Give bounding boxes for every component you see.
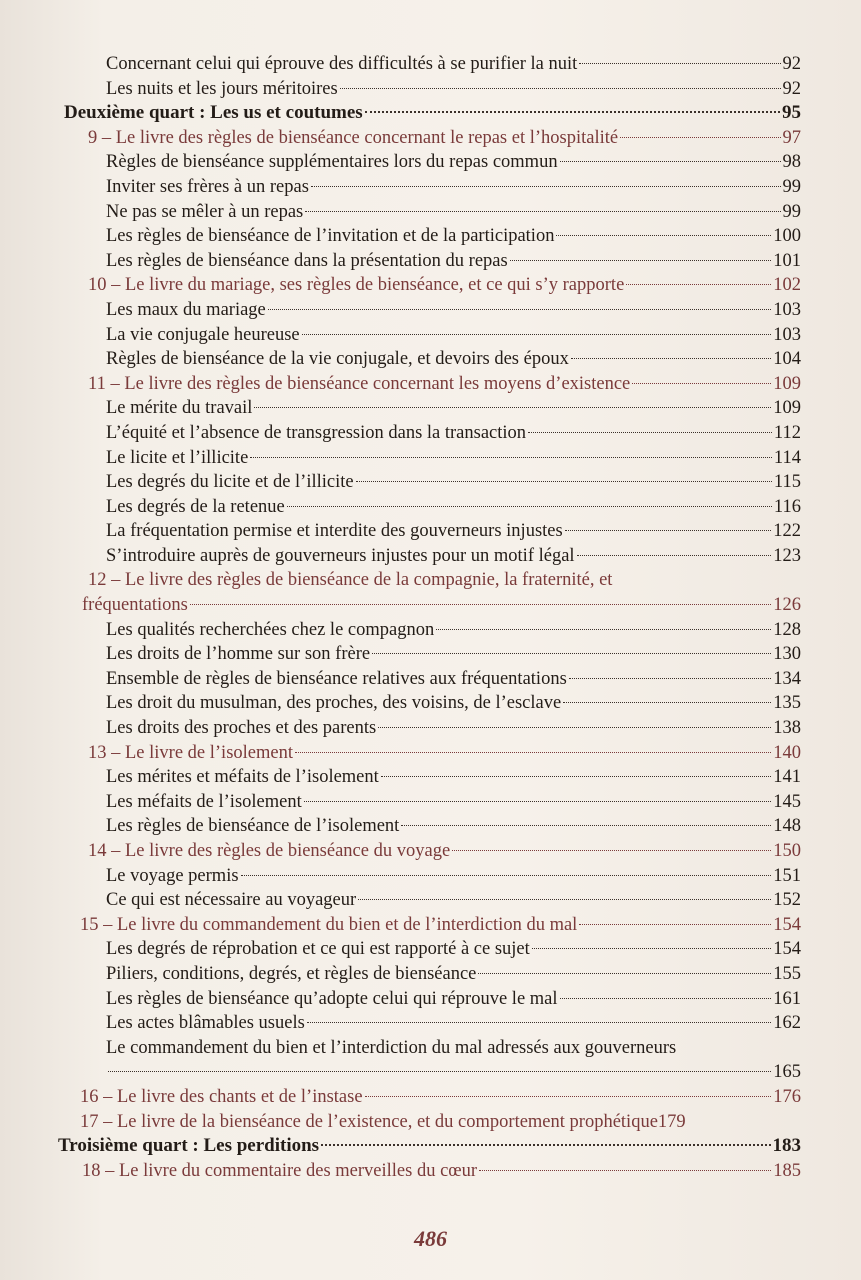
toc-entry-page: 152 bbox=[773, 890, 801, 911]
toc-entry-page: 134 bbox=[773, 668, 801, 689]
toc-entry-page: 101 bbox=[773, 250, 801, 271]
toc-entry bbox=[0, 519, 861, 544]
toc-entry bbox=[0, 667, 861, 692]
toc-entry-title: Règles de bienséance supplémentaires lors du repas commun bbox=[106, 152, 558, 173]
toc-entry bbox=[0, 224, 861, 249]
dot-leader bbox=[241, 875, 772, 876]
toc-entry-title: 16 – Le livre des chants et de l’instase bbox=[80, 1086, 363, 1107]
toc-entry bbox=[0, 814, 861, 839]
toc-entry-page: 154 bbox=[773, 939, 801, 960]
toc-entry bbox=[0, 52, 861, 77]
toc-entry-page: 99 bbox=[782, 176, 801, 197]
dot-leader bbox=[190, 604, 771, 605]
toc-entry-page: 162 bbox=[773, 1013, 801, 1034]
toc-entry-page: 103 bbox=[773, 324, 801, 345]
toc-entry-page: 116 bbox=[773, 496, 801, 517]
dot-leader bbox=[307, 1022, 771, 1023]
dot-leader bbox=[302, 334, 772, 335]
dot-leader bbox=[287, 506, 772, 507]
toc-entry bbox=[0, 937, 861, 962]
toc-entry bbox=[0, 618, 861, 643]
toc-entry-title: L’équité et l’absence de transgression dans la transaction bbox=[106, 422, 527, 443]
dot-leader bbox=[268, 309, 771, 310]
toc-entry bbox=[0, 446, 861, 471]
dot-leader bbox=[304, 801, 772, 802]
toc-chapter bbox=[0, 839, 861, 864]
dot-leader bbox=[532, 948, 771, 949]
toc-entry-title: S’introduire auprès de gouverneurs injustes pour un motif légal bbox=[106, 545, 575, 566]
toc-entry-title: La vie conjugale heureuse bbox=[106, 324, 300, 345]
toc-entry-page: 114 bbox=[773, 447, 801, 468]
toc-entry-page: 123 bbox=[773, 545, 801, 566]
toc-entry bbox=[0, 544, 861, 569]
toc-entry bbox=[0, 790, 861, 815]
dot-leader bbox=[556, 235, 771, 236]
toc-entry-title: Les maux du mariage bbox=[106, 299, 266, 320]
toc-entry-title: 18 – Le livre du commentaire des merveilles du cœur bbox=[82, 1160, 478, 1181]
dot-leader bbox=[358, 899, 771, 900]
toc-entry-page: 151 bbox=[773, 865, 801, 886]
toc-entry bbox=[0, 347, 861, 372]
dot-leader bbox=[452, 850, 771, 851]
page-number: 486 bbox=[414, 1226, 447, 1251]
toc-entry-title: Les degrés de réprobation et ce qui est rapporté à ce sujet bbox=[106, 939, 530, 960]
dot-leader bbox=[250, 457, 772, 458]
toc-entry-title: Ensemble de règles de bienséance relatives aux fréquentations bbox=[106, 668, 567, 689]
dot-leader bbox=[365, 111, 780, 113]
toc-entry-page: 109 bbox=[773, 373, 801, 394]
dot-leader bbox=[579, 63, 780, 64]
dot-leader bbox=[365, 1096, 772, 1097]
toc-entry-title: 17 – Le livre de la bienséance de l’existence, et du comportement prophétique bbox=[80, 1111, 658, 1132]
toc-entry-title: Piliers, conditions, degrés, et règles de bienséance bbox=[106, 963, 477, 984]
toc-entry-title: Le mérite du travail bbox=[106, 398, 253, 419]
toc-entry bbox=[0, 77, 861, 102]
toc-entry-title: 10 – Le livre du mariage, ses règles de bienséance, et ce qui s’y rapporte bbox=[88, 275, 625, 296]
toc-entry-page: 135 bbox=[773, 693, 801, 714]
toc-entry-title: Les règles de bienséance qu’adopte celui qui réprouve le mal bbox=[106, 988, 558, 1009]
toc-entry-title: Les méfaits de l’isolement bbox=[106, 791, 302, 812]
toc-entry bbox=[0, 150, 861, 175]
dot-leader bbox=[321, 1144, 770, 1146]
dot-leader bbox=[632, 383, 771, 384]
dot-leader bbox=[563, 702, 771, 703]
dot-leader bbox=[565, 530, 772, 531]
dot-leader bbox=[571, 358, 771, 359]
toc-entry-page: 126 bbox=[773, 595, 801, 616]
dot-leader bbox=[305, 211, 780, 212]
toc-entry-page: 104 bbox=[773, 349, 801, 370]
toc-entry-title: Le licite et l’illicite bbox=[106, 447, 249, 468]
toc-entry-title: 14 – Le livre des règles de bienséance du voyage bbox=[88, 841, 451, 861]
toc-entry-page: 130 bbox=[773, 644, 801, 665]
dot-leader bbox=[254, 407, 771, 408]
toc-entry-page: 155 bbox=[773, 963, 801, 984]
dot-leader bbox=[528, 432, 772, 433]
toc-entry-page: 140 bbox=[773, 742, 801, 763]
toc-entry-page: 148 bbox=[773, 816, 801, 837]
toc-entry bbox=[0, 249, 861, 274]
toc-entry-page: 185 bbox=[773, 1160, 801, 1181]
dot-leader bbox=[378, 727, 771, 728]
dot-leader bbox=[295, 752, 771, 753]
toc-entry-title: Règles de bienséance de la vie conjugale, et devoirs des époux bbox=[106, 349, 569, 370]
dot-leader bbox=[560, 998, 772, 999]
toc-entry-page: 165 bbox=[773, 1062, 801, 1083]
toc-entry-page: 154 bbox=[773, 914, 801, 935]
toc-entry-title: Concernant celui qui éprouve des difficultés à se purifier la nuit bbox=[106, 54, 578, 74]
toc-chapter bbox=[0, 1085, 861, 1110]
toc-chapter bbox=[0, 126, 861, 151]
dot-leader bbox=[478, 973, 771, 974]
toc-entry-title: Les degrés de la retenue bbox=[106, 496, 285, 517]
dot-leader bbox=[356, 481, 772, 482]
dot-leader bbox=[340, 88, 781, 89]
toc-entry-title: Les mérites et méfaits de l’isolement bbox=[106, 767, 379, 788]
toc-entry-title: La fréquentation permise et interdite des gouverneurs injustes bbox=[106, 521, 563, 542]
toc-entry-title: Ne pas se mêler à un repas bbox=[106, 201, 304, 222]
toc-entry-page: 109 bbox=[773, 398, 801, 419]
toc-entry bbox=[0, 642, 861, 667]
toc-entry bbox=[0, 765, 861, 790]
toc-entry bbox=[0, 888, 861, 913]
toc-chapter bbox=[0, 1159, 861, 1184]
table-of-contents bbox=[0, 52, 861, 1183]
toc-entry-title: Le commandement du bien et l’interdiction du mal adressés aux gouverneurs bbox=[106, 1037, 677, 1058]
toc-part-heading bbox=[0, 101, 861, 126]
toc-entry-title: fréquentations bbox=[82, 595, 188, 616]
dot-leader bbox=[626, 284, 771, 285]
toc-entry-page: 176 bbox=[773, 1086, 801, 1107]
dot-leader bbox=[401, 825, 771, 826]
toc-entry bbox=[0, 323, 861, 348]
toc-entry bbox=[0, 421, 861, 446]
toc-chapter bbox=[0, 1110, 861, 1135]
dot-leader bbox=[108, 1071, 771, 1072]
dot-leader bbox=[620, 137, 780, 138]
dot-leader bbox=[311, 186, 781, 187]
toc-entry bbox=[0, 1011, 861, 1036]
toc-entry-page: 183 bbox=[772, 1135, 801, 1157]
toc-entry-title: Les droits de l’homme sur son frère bbox=[106, 644, 371, 665]
toc-entry-page: 138 bbox=[773, 718, 801, 739]
dot-leader bbox=[560, 161, 781, 162]
toc-entry-page: 122 bbox=[773, 521, 801, 542]
dot-leader bbox=[436, 629, 771, 630]
toc-entry bbox=[0, 298, 861, 323]
toc-entry-title: 12 – Le livre des règles de bienséance de la compagnie, la fraternité, et bbox=[88, 570, 613, 591]
toc-entry bbox=[0, 396, 861, 421]
toc-entry-page: 115 bbox=[773, 472, 801, 493]
toc-entry-page: 98 bbox=[782, 152, 801, 173]
dot-leader bbox=[510, 260, 772, 261]
toc-chapter bbox=[0, 741, 861, 766]
toc-entry-page: 145 bbox=[773, 791, 801, 812]
toc-entry-page: 150 bbox=[773, 841, 801, 861]
toc-chapter-continuation bbox=[0, 593, 861, 618]
toc-entry-page: 179 bbox=[657, 1111, 686, 1132]
dot-leader bbox=[381, 776, 771, 777]
toc-entry-page: 95 bbox=[782, 102, 801, 124]
toc-entry-page: 102 bbox=[773, 275, 801, 296]
toc-entry bbox=[0, 962, 861, 987]
toc-entry-title: Troisième quart : Les perditions bbox=[58, 1135, 320, 1157]
toc-entry-title: Le voyage permis bbox=[106, 865, 239, 886]
toc-entry-page: 161 bbox=[773, 988, 801, 1009]
toc-entry-page: 141 bbox=[773, 767, 801, 788]
toc-entry bbox=[0, 495, 861, 520]
toc-entry bbox=[0, 864, 861, 889]
toc-entry-title: Les degrés du licite et de l’illicite bbox=[106, 472, 354, 493]
toc-entry-title: 15 – Le livre du commandement du bien et de l’interdiction du mal bbox=[80, 914, 578, 935]
toc-entry-title: 13 – Le livre de l’isolement bbox=[88, 742, 293, 763]
toc-entry-page: 100 bbox=[773, 226, 801, 247]
toc-entry-page: 112 bbox=[773, 422, 801, 443]
toc-chapter bbox=[0, 372, 861, 397]
toc-entry-page: 92 bbox=[782, 54, 801, 74]
toc-entry bbox=[0, 691, 861, 716]
toc-entry-title: Deuxième quart : Les us et coutumes bbox=[64, 102, 363, 124]
toc-entry-title: Les actes blâmables usuels bbox=[106, 1013, 305, 1034]
toc-entry-title: Ce qui est nécessaire au voyageur bbox=[106, 890, 357, 911]
toc-chapter bbox=[0, 913, 861, 938]
toc-entry bbox=[0, 470, 861, 495]
dot-leader bbox=[579, 924, 771, 925]
toc-entry-title: Les règles de bienséance de l’invitation et de la participation bbox=[106, 226, 555, 247]
toc-part-heading bbox=[0, 1134, 861, 1159]
dot-leader bbox=[479, 1170, 771, 1171]
dot-leader bbox=[577, 555, 772, 556]
toc-entry-title: 9 – Le livre des règles de bienséance concernant le repas et l’hospitalité bbox=[88, 127, 619, 148]
toc-entry bbox=[0, 987, 861, 1012]
toc-entry-title: Les règles de bienséance de l’isolement bbox=[106, 816, 400, 837]
toc-entry-page: 97 bbox=[782, 127, 801, 148]
toc-entry-page: 128 bbox=[773, 619, 801, 640]
toc-chapter bbox=[0, 568, 861, 593]
toc-entry-title: Les droit du musulman, des proches, des voisins, de l’esclave bbox=[106, 693, 562, 714]
toc-entry-title: Les nuits et les jours méritoires bbox=[106, 78, 338, 99]
toc-entry bbox=[0, 175, 861, 200]
toc-entry-title: Inviter ses frères à un repas bbox=[106, 176, 309, 197]
toc-entry bbox=[0, 200, 861, 225]
toc-chapter bbox=[0, 273, 861, 298]
toc-entry-page: 99 bbox=[782, 201, 801, 222]
toc-entry-page: 103 bbox=[773, 299, 801, 320]
toc-entry-title: Les qualités recherchées chez le compagnon bbox=[106, 619, 435, 640]
toc-entry-page: 92 bbox=[782, 78, 801, 99]
dot-leader bbox=[569, 678, 771, 679]
toc-entry-title: Les droits des proches et des parents bbox=[106, 718, 377, 739]
toc-entry bbox=[0, 1036, 861, 1061]
toc-entry bbox=[0, 716, 861, 741]
toc-entry-continuation bbox=[0, 1060, 861, 1085]
toc-entry-title: 11 – Le livre des règles de bienséance concernant les moyens d’existence bbox=[88, 373, 631, 394]
dot-leader bbox=[372, 653, 771, 654]
toc-entry-title: Les règles de bienséance dans la présentation du repas bbox=[106, 250, 508, 271]
